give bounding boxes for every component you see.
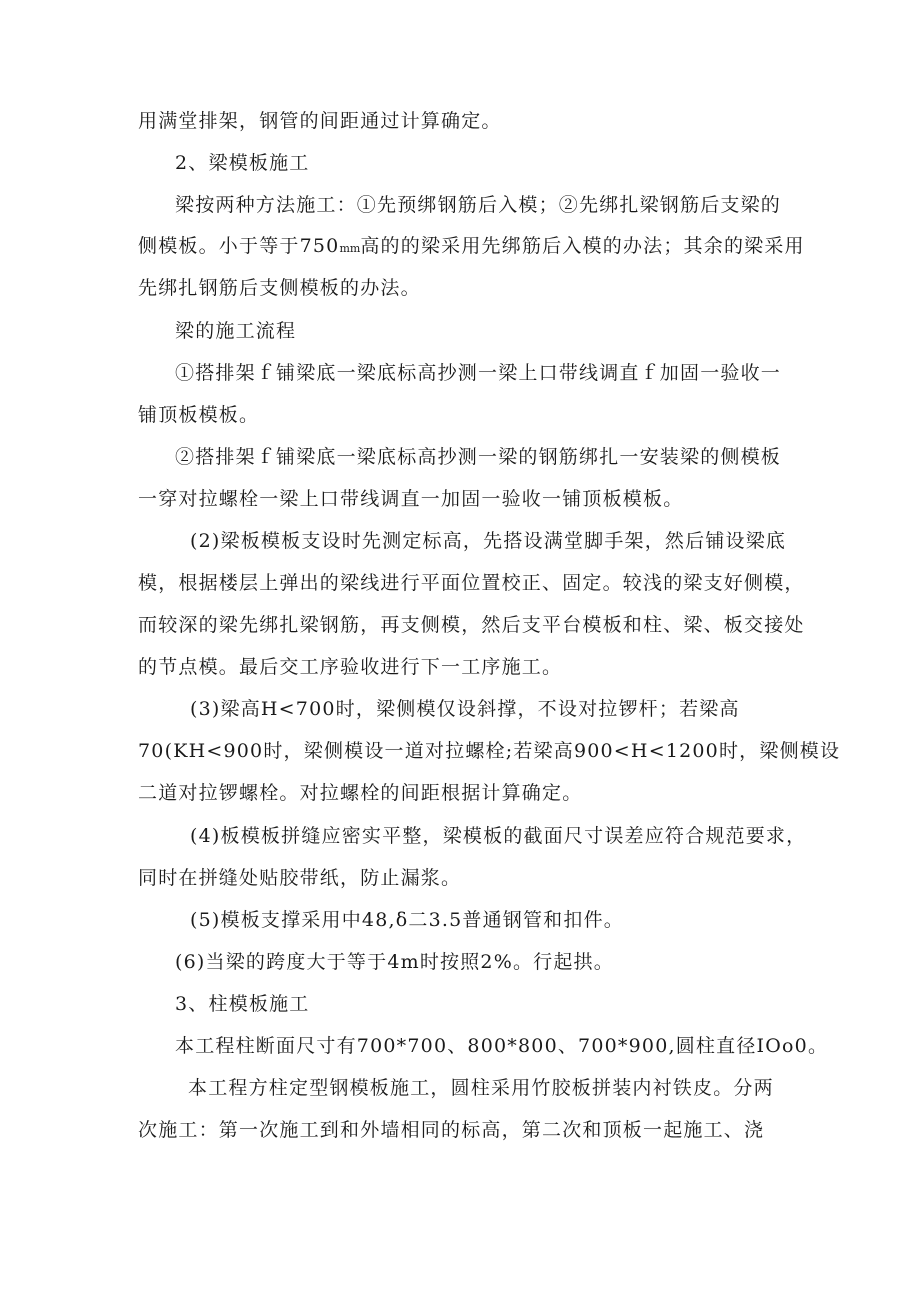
text-line: 二道对拉锣螺栓。对拉螺栓的间距根据计算确定。 [138,782,583,804]
text-line: 而较深的梁先绑扎梁钢筋，再支侧模，然后支平台模板和柱、梁、板交接处 [138,614,805,636]
subheading: 梁的施工流程 [175,320,297,342]
section-heading: 3、柱模板施工 [175,993,310,1015]
section-heading: 2、梁模板施工 [175,152,310,174]
text-line: 梁按两种方法施工：①先预绑钢筋后入模；②先绑扎梁钢筋后支梁的 [175,194,782,216]
text-line: (3)梁高H<700时，梁侧模仅设斜撑，不设对拉锣杆；若梁高 [190,698,740,720]
text-line: 铺顶板模板。 [138,404,260,426]
text-line: 本工程柱断面尺寸有700*700、800*800、700*900,圆柱直径IOo0。 [175,1035,829,1057]
text-line: (5)模板支撑采用中48,δ二3.5普通钢管和扣件。 [190,909,624,931]
text-line: ①搭排架ｆ铺梁底一梁底标高抄测一梁上口带线调直ｆ加固一验收一 [175,362,782,384]
text-line: 的节点模。最后交工序验收进行下一工序施工。 [138,656,563,678]
text-span: 侧模板。小于等于750 [138,235,340,257]
text-line: (6)当梁的跨度大于等于4m时按照2%。行起拱。 [175,951,614,973]
text-line: 模，根据楼层上弹出的梁线进行平面位置校正、固定。较浅的梁支好侧模， [138,572,805,594]
text-line: ②搭排架ｆ铺梁底一梁底标高抄测一梁的钢筋绑扎一安装梁的侧模板 [175,446,782,468]
text-line: 同时在拼缝处贴胶带纸，防止漏浆。 [138,867,462,889]
text-line: 先绑扎钢筋后支侧模板的办法。 [138,277,421,299]
text-line: (2)梁板模板支设时先测定标高，先搭设满堂脚手架，然后铺设梁底 [190,530,787,552]
text-line: 本工程方柱定型钢模板施工，圆柱采用竹胶板拼装内衬铁皮。分两 [188,1077,774,1099]
text-line: (4)板模板拼缝应密实平整，梁模板的截面尺寸误差应符合规范要求， [190,825,807,847]
text-span: 高的的梁采用先绑筋后入模的办法；其余的梁采用 [360,235,805,257]
text-line [138,234,805,261]
text-line: 用满堂排架，钢管的间距通过计算确定。 [138,110,502,132]
text-line: 次施工：第一次施工到和外墙相同的标高，第二次和顶板一起施工、浇 [138,1119,765,1141]
text-line: 70(KH<900时，梁侧模设一道对拉螺栓;若梁高900<H<1200时，梁侧模设 [138,740,841,762]
unit-mm: mm [339,242,361,255]
text-line: 一穿对拉螺栓一梁上口带线调直一加固一验收一铺顶板模板。 [138,488,684,510]
